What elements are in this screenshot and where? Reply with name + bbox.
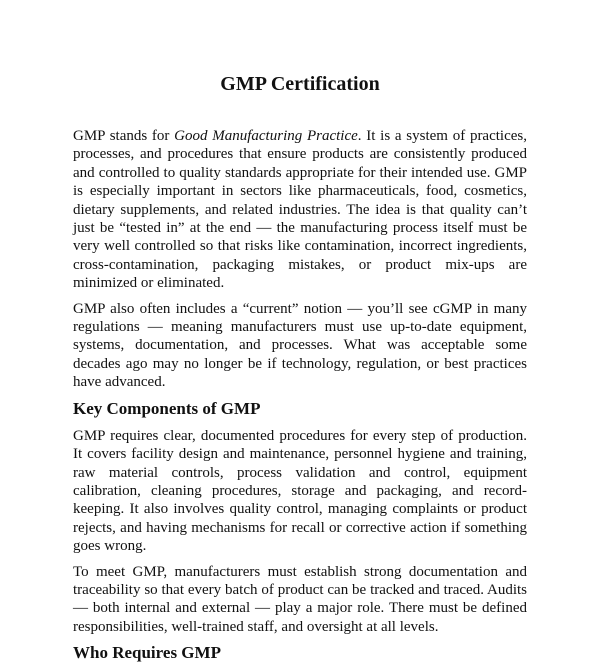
- intro-text-rest: . It is a system of practices, processes, and procedures that ensure products are consistently produced and controlled to quality standards appropriate for their intended use. GMP is especially important in sectors like pharmaceuticals, food, cosmetics, dietary supplements, and related industries. The idea is that quality can’t just be “tested in” at the end — the manufacturing process itself must be very well controlled so that risks like contamination, incorrect ingredients, cross-contamination, packaging mistakes, or product mix-ups are minimized or eliminated.: [73, 128, 527, 292]
- key-components-paragraph-1: GMP requires clear, documented procedures for every step of production. It covers facility design and maintenance, personnel hygiene and training, raw material controls, process validation and control, equipment calibration, cleaning procedures, storage and packaging, and record-keeping. It also involves quality control, managing complaints or product rejects, and having mechanisms for recall or corrective action if something goes wrong.: [73, 427, 527, 555]
- cgmp-paragraph: GMP also often includes a “current” notion — you’ll see cGMP in many regulations — meaning manufacturers must use up-to-date equipment, systems, documentation, and processes. What was acceptable some decades ago may no longer be if technology, regulation, or best practices have advanced.: [73, 300, 527, 391]
- gmp-expansion: Good Manufacturing Practice: [174, 128, 358, 144]
- intro-text-start: GMP stands for: [73, 128, 175, 144]
- section-heading-key-components: Key Components of GMP: [73, 398, 261, 418]
- intro-paragraph: [73, 127, 527, 293]
- page-title: GMP Certification: [220, 73, 380, 95]
- section-heading-who-requires: Who Requires GMP: [73, 643, 221, 663]
- key-components-paragraph-2: To meet GMP, manufacturers must establish strong documentation and traceability so that every batch of product can be tracked and traced. Audits — both internal and external — play a major role. There must be defined responsibilities, well-trained staff, and oversight at all levels.: [73, 563, 527, 635]
- document-body: [73, 127, 527, 671]
